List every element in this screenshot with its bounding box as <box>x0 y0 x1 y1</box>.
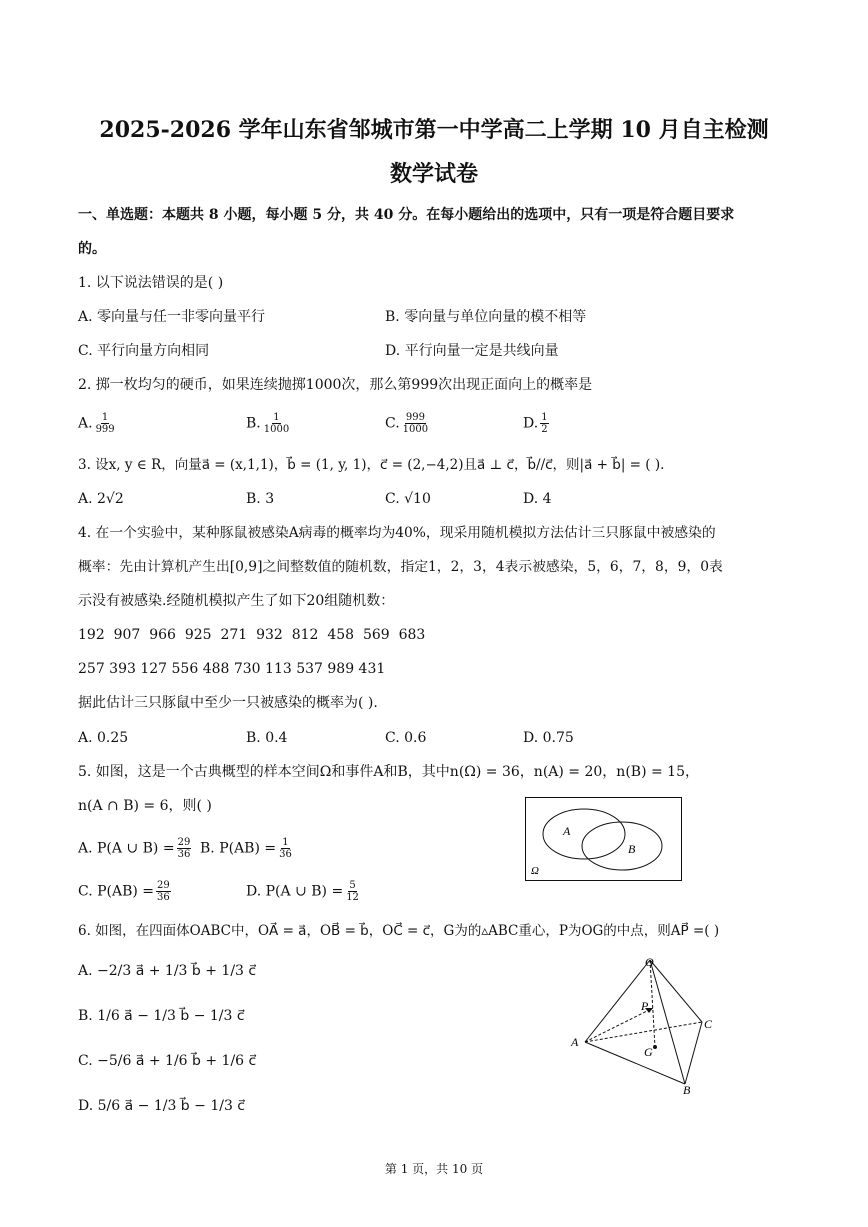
q5-line2: n(A ∩ B) = 6，则( ) <box>78 798 212 814</box>
q3-stem: 3. 设x, y ∈ R，向量a⃗ = (x,1,1)，b⃗ = (1, y, 1)，c⃗ = (2,−4,2)且a⃗ ⊥ c⃗，b⃗//c⃗，则|a⃗ + b⃗| = ( ). <box>78 457 665 473</box>
vertex-label-b: B <box>683 1083 691 1097</box>
venn-label-a: A <box>563 824 571 838</box>
q4-option-a: A. 0.25 <box>78 730 129 746</box>
q3-option-d: D. 4 <box>523 491 552 507</box>
q5-option-d: D. P(A ∪ B) = $\frac{5}{12}$ <box>246 880 359 903</box>
q1-option-b: B. 零向量与单位向量的模不相等 <box>385 309 587 325</box>
q5-option-a: A. P(A ∪ B) = $\frac{29}{36}$ <box>78 837 191 860</box>
vertex-label-a: A <box>571 1035 579 1049</box>
q5-option-b: B. P(AB) = $\frac{1}{36}$ <box>200 837 292 860</box>
q4-random-numbers-1: 192 907 966 925 271 932 812 458 569 683 <box>78 627 426 643</box>
event-b-ellipse <box>582 822 662 870</box>
q3-option-b: B. 3 <box>246 491 275 507</box>
q6-option-c: C. −5/6 a⃗ + 1/6 b⃗ + 1/6 c⃗ <box>78 1053 257 1069</box>
q4-option-d: D. 0.75 <box>523 730 574 746</box>
sample-space-box <box>526 798 682 881</box>
q6-stem: 6. 如图，在四面体OABC中，OA⃗ = a⃗，OB⃗ = b⃗，OC⃗ = c⃗，G为的▵ABC重心，P为OG的中点，则AP⃗ =( ) <box>78 923 720 939</box>
venn-label-omega: Ω <box>531 865 539 877</box>
q6-option-b: B. 1/6 a⃗ − 1/3 b⃗ − 1/3 c⃗ <box>78 1008 245 1024</box>
q2-option-a: A. $\frac{1}{999}$ <box>78 412 115 435</box>
q5-line1: 5. 如图，这是一个古典概型的样本空间Ω和事件A和B，其中n(Ω) = 36，n(A) = 20，n(B) = 15， <box>78 764 699 780</box>
q2-option-d: D. $\frac{1}{2}$ <box>523 412 548 435</box>
page-subtitle: 数学试卷 <box>389 161 478 187</box>
q5-option-c: C. P(AB) = $\frac{29}{36}$ <box>78 880 170 903</box>
venn-diagram <box>525 797 683 881</box>
q4-option-c: C. 0.6 <box>385 730 427 746</box>
vertex-label-c: C <box>704 1017 713 1031</box>
q1-option-d: D. 平行向量一定是共线向量 <box>385 343 559 359</box>
q3-option-c: C. √10 <box>385 491 431 507</box>
q4-line4: 据此估计三只豚鼠中至少一只被感染的概率为( ). <box>78 695 378 711</box>
q1-option-a: A. 零向量与任一非零向量平行 <box>78 309 266 325</box>
q4-line1: 4. 在一个实验中，某种豚鼠被感染A病毒的概率均为40%，现采用随机模拟方法估计三只豚鼠中被感染的 <box>78 525 716 541</box>
q1-option-c: C. 平行向量方向相同 <box>78 343 210 359</box>
page-footer: 第 1 页，共 10 页 <box>384 1162 484 1176</box>
q2-stem: 2. 掷一枚均匀的硬币，如果连续抛掷1000次，那么第999次出现正面向上的概率是 <box>78 377 593 393</box>
q4-line2: 概率：先由计算机产生出[0,9]之间整数值的随机数，指定1，2，3，4表示被感染，5，6，7，8，9，0表 <box>78 559 723 575</box>
point-label-p: P <box>641 999 649 1013</box>
q6-option-a: A. −2/3 a⃗ + 1/3 b⃗ + 1/3 c⃗ <box>78 963 257 979</box>
tetrahedron-figure <box>565 950 725 1100</box>
page-title: 2025-2026 学年山东省邹城市第一中学高二上学期 10 月自主检测 <box>99 117 769 143</box>
q4-line3: 示没有被感染.经随机模拟产生了如下20组随机数： <box>78 593 395 609</box>
q1-stem: 1. 以下说法错误的是( ) <box>78 275 224 291</box>
q2-option-c: C. $\frac{999}{1000}$ <box>385 412 429 435</box>
q3-option-a: A. 2√2 <box>78 491 124 507</box>
venn-label-b: B <box>628 842 636 856</box>
vertex-label-o: O <box>645 955 654 969</box>
q4-random-numbers-2: 257 393 127 556 488 730 113 537 989 431 <box>78 661 386 677</box>
point-label-g: G <box>644 1045 653 1059</box>
q4-option-b: B. 0.4 <box>246 730 288 746</box>
q2-option-b: B. $\frac{1}{1000}$ <box>246 412 290 435</box>
event-a-ellipse <box>543 809 625 859</box>
section-header-cont: 的。 <box>78 241 106 257</box>
section-header: 一、单选题：本题共 8 小题，每小题 5 分，共 40 分。在每小题给出的选项中，只有一项是符合题目要求 <box>78 207 735 223</box>
q6-option-d: D. 5/6 a⃗ − 1/3 b⃗ − 1/3 c⃗ <box>78 1098 245 1114</box>
